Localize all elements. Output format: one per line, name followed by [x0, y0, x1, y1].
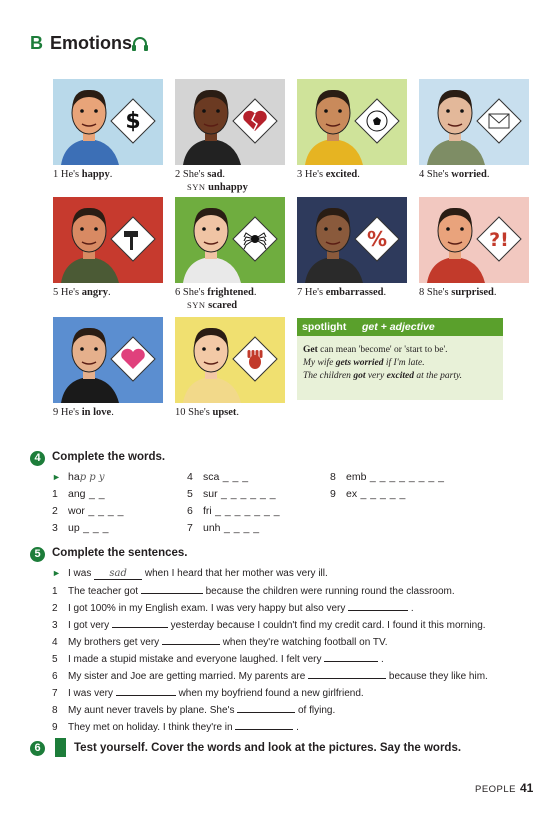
emotion-illustration-3 — [297, 79, 407, 165]
synonym-word: scared — [208, 300, 238, 311]
emotion-caption-10 — [175, 407, 239, 419]
section-letter: B — [30, 33, 43, 53]
exercise-4-number: 4 — [30, 451, 45, 466]
letter-blanks[interactable]: _ _ _ _ _ _ _ _ — [366, 471, 445, 483]
spotlight-ex1-bold: gets worried — [335, 358, 384, 368]
exercise-6-text: Test yourself. Cover the words and look at the pictures. Say the words. — [74, 742, 462, 754]
item-number: 5 — [52, 654, 58, 665]
synonym-tag: SYN — [187, 300, 209, 310]
spotlight-rule: get + adjective — [362, 321, 435, 333]
word-stem: sca — [203, 471, 220, 483]
spotlight-ex1-post: if I'm late. — [385, 358, 425, 368]
emotion-caption-5 — [53, 287, 111, 299]
answer-blank[interactable] — [116, 686, 176, 696]
item-number: 2 — [52, 505, 58, 517]
caption-number: 10 — [175, 407, 189, 418]
answer-blank[interactable] — [141, 584, 203, 594]
letter-blanks[interactable]: _ _ _ _ _ _ _ — [211, 505, 281, 517]
sentence-start: My sister and Joe are getting married. My parents are — [68, 671, 309, 682]
caption-period: . — [253, 287, 257, 298]
caption-number: 2 — [175, 169, 183, 180]
sentence-item — [52, 669, 488, 683]
item-number: ► — [52, 568, 61, 578]
caption-number: 3 — [297, 169, 305, 180]
word-stem: fri — [203, 505, 212, 517]
answer-blank[interactable] — [324, 652, 378, 662]
word-completion-item — [330, 471, 445, 483]
emotion-illustration-7 — [297, 197, 407, 283]
sentence-item — [52, 635, 388, 649]
emotion-picture-3 — [297, 79, 407, 165]
sentence-item — [52, 601, 414, 615]
sentence-end: . — [378, 654, 384, 665]
spotlight-ex1-pre: My wife — [303, 358, 334, 368]
item-number: 6 — [187, 505, 193, 517]
sentence-start: I got very — [68, 620, 112, 631]
page-number: 41 — [520, 781, 534, 795]
caption-subject: He's — [304, 287, 326, 298]
caption-subject: He's — [60, 169, 82, 180]
svg-text:%: % — [366, 227, 388, 251]
spotlight-example-2 — [303, 371, 462, 382]
caption-period: . — [109, 169, 113, 180]
emotion-picture-2 — [175, 79, 285, 165]
letter-blanks[interactable]: _ _ _ _ _ — [357, 488, 406, 500]
sentence-start: I was — [68, 568, 95, 579]
word-completion-item — [187, 522, 260, 534]
emotion-synonym-2 — [187, 181, 248, 194]
item-number: 8 — [52, 705, 58, 716]
caption-number: 5 — [53, 287, 61, 298]
emotion-picture-9 — [53, 317, 163, 403]
caption-emotion-word: upset — [212, 407, 237, 418]
word-stem: ha — [68, 471, 80, 483]
emotion-illustration-10 — [175, 317, 285, 403]
sentence-start: I made a stupid mistake and everyone laughed. I felt very — [68, 654, 325, 665]
emotion-caption-9 — [53, 407, 114, 419]
caption-number: 6 — [175, 287, 183, 298]
word-stem: unh — [203, 522, 221, 534]
section-title: Emotions — [50, 33, 133, 53]
spotlight-keyword: Get — [303, 345, 318, 355]
caption-number: 1 — [53, 169, 61, 180]
letter-blanks[interactable]: _ _ — [85, 488, 106, 500]
example-answer: p p y — [79, 472, 105, 483]
word-completion-item — [187, 488, 276, 500]
svg-text:$: $ — [125, 109, 141, 134]
sentence-end: of flying. — [295, 705, 336, 716]
caption-number: 4 — [419, 169, 427, 180]
letter-blanks[interactable]: _ _ _ _ — [84, 505, 124, 517]
emotion-caption-2 — [175, 169, 225, 181]
word-completion-item — [330, 488, 406, 500]
sentence-end: . — [293, 722, 299, 733]
caption-subject: She's — [426, 169, 452, 180]
sentence-item — [52, 618, 486, 632]
sentence-item — [52, 703, 335, 717]
emotion-caption-8 — [419, 287, 496, 299]
caption-period: . — [486, 169, 490, 180]
caption-emotion-word: angry — [81, 287, 108, 298]
emotion-illustration-2 — [175, 79, 285, 165]
item-number: 4 — [187, 471, 193, 483]
sentence-item — [52, 686, 364, 700]
caption-subject: She's — [182, 169, 208, 180]
word-stem: wor — [68, 505, 85, 517]
item-number: 6 — [52, 671, 58, 682]
emotion-picture-5 — [53, 197, 163, 283]
footer-section-label: PEOPLE — [475, 784, 517, 795]
caption-period: . — [493, 287, 497, 298]
answer-blank[interactable]: sad — [94, 569, 142, 580]
word-stem: ang — [68, 488, 86, 500]
letter-blanks[interactable]: _ _ _ — [79, 522, 109, 534]
item-number: 5 — [187, 488, 193, 500]
sentence-start: The teacher got — [68, 586, 141, 597]
word-completion-item — [187, 471, 249, 483]
emotion-picture-1 — [53, 79, 163, 165]
emotion-caption-4 — [419, 169, 489, 181]
spotlight-definition — [303, 345, 448, 356]
item-number: 1 — [52, 488, 58, 500]
exercise-5-number: 5 — [30, 547, 45, 562]
sentence-start: I got 100% in my English exam. I was very happy but also very — [68, 603, 349, 614]
caption-period: . — [357, 169, 360, 180]
answer-blank[interactable] — [348, 601, 408, 611]
emotion-illustration-6 — [175, 197, 285, 283]
headphones-icon[interactable] — [131, 36, 149, 52]
sentence-start: They met on holiday. I think they're in — [68, 722, 236, 733]
svg-text:?!: ?! — [489, 229, 509, 251]
sentence-item — [52, 584, 455, 598]
caption-subject: He's — [60, 287, 82, 298]
emotion-caption-1 — [53, 169, 112, 181]
caption-emotion-word: embarrassed — [325, 287, 384, 298]
football-icon — [367, 111, 387, 131]
item-number: 2 — [52, 603, 58, 614]
emotion-synonym-6 — [187, 299, 237, 312]
item-number: 8 — [330, 471, 336, 483]
spotlight-ex2-post: at the party. — [416, 371, 463, 381]
emotion-caption-6 — [175, 287, 257, 299]
sentence-end: when I heard that her mother was very ill. — [142, 568, 328, 579]
caption-emotion-word: frightened — [207, 287, 254, 298]
emotion-caption-3 — [297, 169, 360, 181]
envelope-icon — [489, 114, 509, 128]
item-number: 3 — [52, 522, 58, 534]
item-number: 9 — [330, 488, 336, 500]
spotlight-definition-text: can mean 'become' or 'start to be'. — [320, 345, 448, 355]
answer-blank[interactable] — [235, 720, 293, 730]
sentence-item — [52, 652, 384, 666]
caption-emotion-word: happy — [81, 169, 110, 180]
word-completion-item — [52, 522, 109, 534]
caption-period: . — [107, 287, 111, 298]
sentence-end: when they're watching football on TV. — [219, 637, 388, 648]
emotion-picture-4 — [419, 79, 529, 165]
letter-blanks[interactable]: _ _ _ _ — [220, 522, 260, 534]
dollar-sign-icon — [125, 109, 140, 134]
emotion-caption-7 — [297, 287, 386, 299]
spotlight-tag: spotlight — [302, 321, 347, 333]
sentence-start: My brothers get very — [68, 637, 162, 648]
emotion-picture-10 — [175, 317, 285, 403]
spotlight-ex2-mid: very — [367, 371, 385, 381]
emotion-picture-8 — [419, 197, 529, 283]
word-stem: emb — [346, 471, 367, 483]
emotion-illustration-5 — [53, 197, 163, 283]
word-completion-item — [52, 471, 105, 484]
spotlight-example-1 — [303, 358, 425, 369]
item-number: 7 — [187, 522, 193, 534]
spotlight-ex2-pre: The children — [303, 371, 351, 381]
word-stem: up — [68, 522, 80, 534]
exclamation-question-icon — [489, 229, 509, 251]
caption-number: 8 — [419, 287, 427, 298]
sentence-start: My aunt never travels by plane. She's — [68, 705, 238, 716]
caption-emotion-word: excited — [325, 169, 358, 180]
answer-blank[interactable] — [237, 703, 295, 713]
sentence-end: yesterday because I couldn't find my credit card. I found it this morning. — [167, 620, 486, 631]
caption-subject: She's — [188, 407, 213, 418]
sentence-end: because they like him. — [386, 671, 488, 682]
caption-period: . — [383, 287, 387, 298]
caption-subject: He's — [60, 407, 82, 418]
caption-emotion-word: worried — [451, 169, 487, 180]
word-completion-item — [52, 505, 124, 517]
word-completion-item — [52, 488, 105, 500]
item-number: 9 — [52, 722, 58, 733]
answer-blank[interactable] — [112, 618, 168, 628]
exercise-4-title: Complete the words. — [52, 451, 166, 463]
item-number: 3 — [52, 620, 58, 631]
emotion-illustration-9 — [53, 317, 163, 403]
sentence-item — [52, 567, 328, 580]
exercise-5-title: Complete the sentences. — [52, 547, 188, 559]
sentence-item — [52, 720, 299, 734]
sentence-end: because the children were running round the classroom. — [202, 586, 455, 597]
item-number: 7 — [52, 688, 58, 699]
letter-blanks[interactable]: _ _ _ — [219, 471, 249, 483]
caption-emotion-word: sad — [207, 169, 223, 180]
caption-period: . — [111, 407, 114, 418]
answer-blank[interactable] — [162, 635, 220, 645]
item-number: ► — [52, 472, 61, 482]
synonym-tag: SYN — [187, 182, 209, 192]
answer-blank[interactable] — [308, 669, 386, 679]
item-number: 1 — [52, 586, 58, 597]
sentence-end: when my boyfriend found a new girlfriend. — [175, 688, 364, 699]
caption-number: 7 — [297, 287, 305, 298]
word-stem: sur — [203, 488, 218, 500]
exercise-6-number: 6 — [30, 741, 45, 756]
caption-number: 9 — [53, 407, 61, 418]
word-completion-item — [187, 505, 280, 517]
sentence-start: I was very — [68, 688, 116, 699]
caption-subject: She's — [182, 287, 208, 298]
caption-emotion-word: in love — [81, 407, 112, 418]
spotlight-ex2-bold: got — [353, 371, 366, 381]
caption-emotion-word: surprised — [451, 287, 494, 298]
caption-period: . — [236, 407, 240, 418]
emotion-picture-7 — [297, 197, 407, 283]
spotlight-ex2-bold2: excited — [386, 371, 414, 381]
book-icon — [55, 738, 66, 757]
emotion-illustration-1 — [53, 79, 163, 165]
caption-subject: He's — [304, 169, 326, 180]
word-stem: ex — [346, 488, 358, 500]
caption-subject: She's — [426, 287, 452, 298]
emotion-picture-6 — [175, 197, 285, 283]
emotion-illustration-4 — [419, 79, 529, 165]
emotion-illustration-8 — [419, 197, 529, 283]
synonym-word: unhappy — [208, 182, 248, 193]
caption-period: . — [222, 169, 226, 180]
percent-icon — [367, 227, 387, 251]
sentence-end: . — [408, 603, 414, 614]
item-number: 4 — [52, 637, 58, 648]
letter-blanks[interactable]: _ _ _ _ _ _ — [217, 488, 277, 500]
